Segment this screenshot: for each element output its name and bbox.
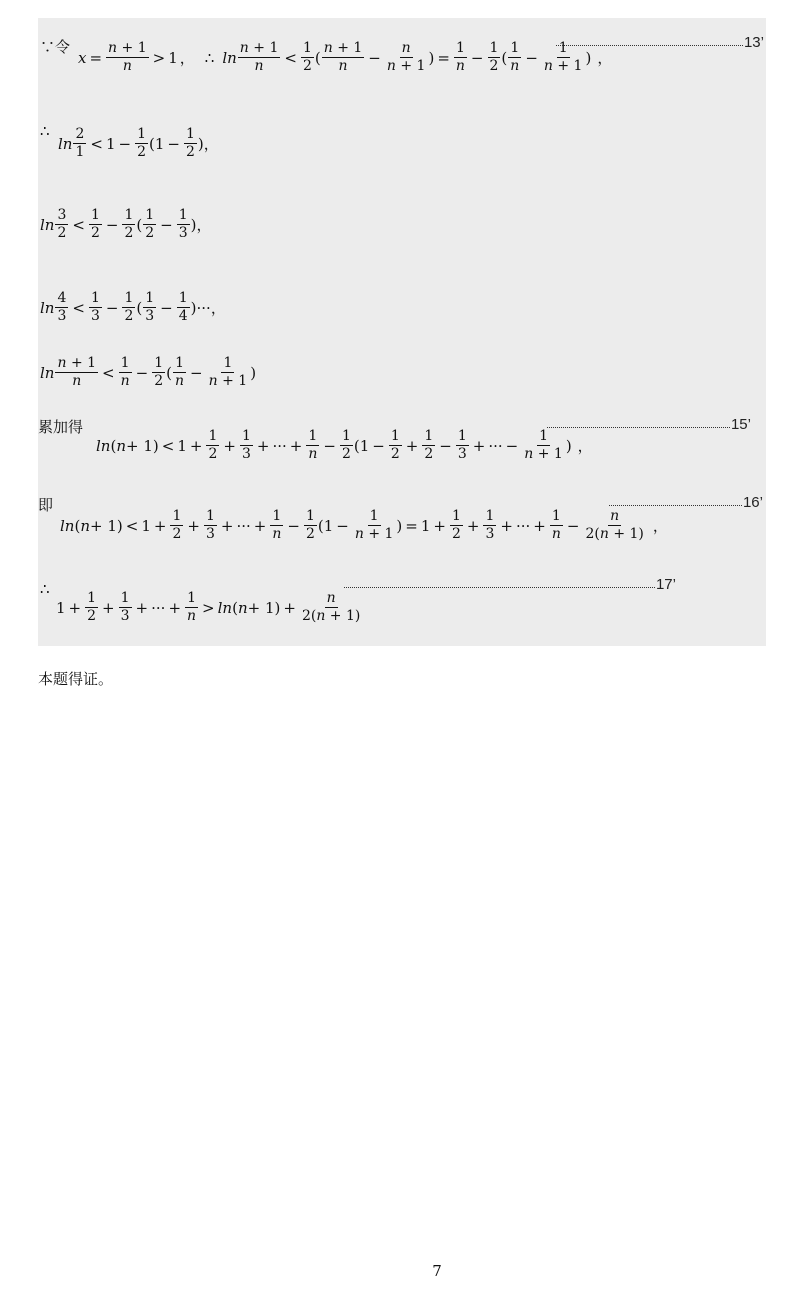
line2-formula: ln 2 1 < 1 − $\frac{1}{2}$ (1 − $\frac{1}{2}$ ) ， bbox=[58, 126, 219, 160]
score-15: 15’ bbox=[547, 416, 751, 433]
line1-prefix: ∵令 bbox=[40, 38, 71, 56]
line7-prefix: 即 bbox=[38, 496, 54, 514]
score-16: 16’ bbox=[609, 494, 763, 511]
line3-formula: ln 3 2 < 1 2 − $\frac{1}{2}$ ( 1 2 − $\frac{1}{3}$ ) ， bbox=[40, 207, 212, 241]
conclusion-text: 本题得证。 bbox=[38, 670, 114, 688]
line6-formula: ln ( n + 1) < 1 + $\frac{1}{2}$ + $\frac{1}{3}$ + ··· + $\frac{1}{n}$ − $\frac{1}{2}$ (1 − $\frac{1}{2}$ + $\frac{1}{2}$ − $\frac{1}{3}$ + ··· − $\frac{1}{n + 1}$ ) ， bbox=[96, 428, 593, 462]
line1-formula: x = $\frac{n + 1}{n}$ > 1 ， ∴ ln n + 1 n < 1 2 ( n + 1 n − $\frac{n}{n + 1}$ ) = $\frac{1}{n}$ − $\frac{1}{2}$ ( 1 n − $\frac{1}{n + 1}$ ) ， bbox=[78, 40, 613, 74]
line2-prefix: ∴ bbox=[40, 122, 50, 140]
score-17: 17’ bbox=[344, 576, 676, 593]
score-13: 13’ bbox=[556, 34, 764, 51]
line8-formula: 1 + $\frac{1}{2}$ + $\frac{1}{3}$ + ··· + $\frac{1}{n}$ > ln ( n + 1) + $\frac{n}{2(n + 1)}$ bbox=[56, 590, 361, 624]
line8-prefix: ∴ bbox=[40, 580, 50, 598]
solution-panel bbox=[38, 18, 766, 646]
line6-prefix: 累加得 bbox=[38, 418, 84, 436]
line7-formula: ln ( n + 1) < 1 + $\frac{1}{2}$ + $\frac{1}{3}$ + ··· + $\frac{1}{n}$ − $\frac{1}{2}$ (1 − $\frac{1}{n + 1}$ ) = 1 + $\frac{1}{2}$ + $\frac{1}{3}$ + ··· + $\frac{1}{n}$ − $\frac{n}{2(n + 1)}$ ， bbox=[60, 508, 668, 542]
page-number: 7 bbox=[432, 1262, 442, 1280]
line4-formula: ln 4 3 < 1 3 − $\frac{1}{2}$ ( 1 3 − $\frac{1}{4}$ )··· ， bbox=[40, 290, 226, 324]
line5-formula: ln n + 1 n < 1 n − $\frac{1}{2}$ ( 1 n − $\frac{1}{n + 1}$ ) bbox=[40, 355, 257, 389]
